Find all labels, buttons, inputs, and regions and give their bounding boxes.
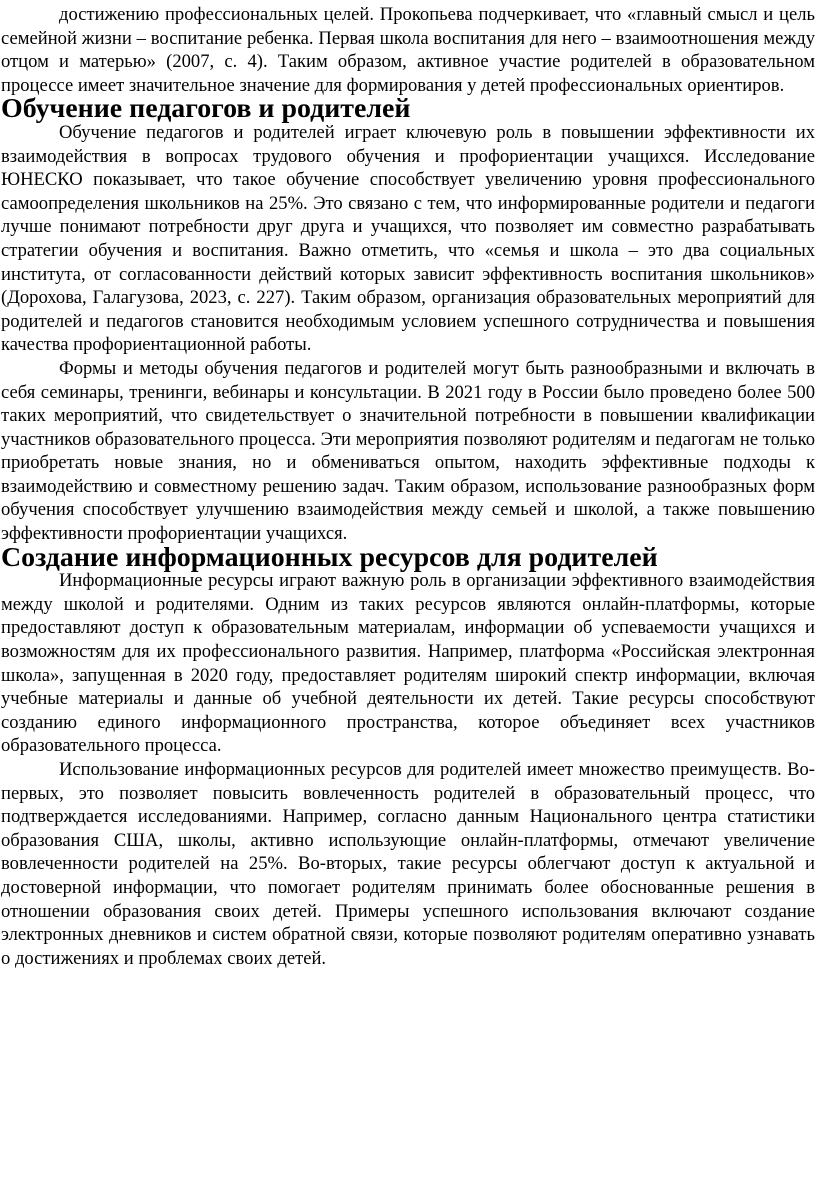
paragraph-training-role: Обучение педагогов и родителей играет ключевую роль в повышении эффективности их взаимодействия в вопросах трудового обучения и профориентации учащихся. Исследование ЮНЕСКО показывает, что такое обучение способствует увеличению уровня профессионального самоопределения школьников на 25%. Это связано с тем, что информированные родители и педагоги лучше понимают потребности друг друга и учащихся, что позволяет им совместно разрабатывать стратегии обучения и воспитания. Важно отметить, что «семья и школа – это два социальных института, от согласованности действий которых зависит эффективность воспитания школьников» (Дорохова, Галагузова, 2023, с. 227). Таким образом, организация образовательных мероприятий для родителей и педагогов становится необходимым условием успешного сотрудничества и повышения качества профориентационной работы. bbox=[1, 121, 815, 356]
section-heading-training: Обучение педагогов и родителей bbox=[1, 93, 411, 125]
paragraph-training-forms: Формы и методы обучения педагогов и родителей могут быть разнообразными и включать в себя семинары, тренинги, вебинары и консультации. В 2021 году в России было проведено более 500 таких мероприятий, что свидетельствует о значительной потребности в повышении квалификации участников образовательного процесса. Эти мероприятия позволяют родителям и педагогам не только приобретать новые знания, но и обмениваться опытом, находить эффективные подходы к взаимодействию и совместному решению задач. Таким образом, использование разнообразных форм обучения способствует улучшению взаимодействия между семьей и школой, а также повышению эффективности профориентации учащихся. bbox=[1, 357, 815, 545]
paragraph-info-resources-role: Информационные ресурсы играют важную роль в организации эффективного взаимодействия между школой и родителями. Одним из таких ресурсов являются онлайн-платформы, которые предоставляют доступ к образовательным материалам, информации об успеваемости учащихся и возможностям для их профессионального развития. Например, платформа «Российская электронная школа», запущенная в 2020 году, предоставляет родителям широкий спектр информации, включая учебные материалы и данные об учебной деятельности их детей. Такие ресурсы способствуют созданию единого информационного пространства, которое объединяет всех участников образовательного процесса. bbox=[1, 570, 815, 757]
document-page bbox=[0, 3, 816, 970]
paragraph-continued: достижению профессиональных целей. Прокопьева подчеркивает, что «главный смысл и цель семейной жизни – воспитание ребенка. Первая школа воспитания для него – взаимоотношения между отцом и матерью» (2007, с. 4). Таким образом, активное участие родителей в образовательном процессе имеет значительное значение для формирования у детей профессиональных ориентиров. bbox=[1, 4, 815, 96]
section-heading-info-resources: Создание информационных ресурсов для родителей bbox=[1, 541, 658, 573]
paragraph-info-resources-benefits: Использование информационных ресурсов для родителей имеет множество преимуществ. Во-первых, это позволяет повысить вовлеченность родителей в образовательный процесс, что подтверждается исследованиями. Например, согласно данным Национального центра статистики образования США, школы, активно использующие онлайн-платформы, отмечают увеличение вовлеченности родителей на 25%. Во-вторых, такие ресурсы облегчают доступ к актуальной и достоверной информации, что помогает родителям принимать более обоснованные решения в отношении образования своих детей. Примеры успешного использования включают создание электронных дневников и систем обратной связи, которые позволяют родителям оперативно узнавать о достижениях и проблемах своих детей. bbox=[1, 759, 815, 969]
